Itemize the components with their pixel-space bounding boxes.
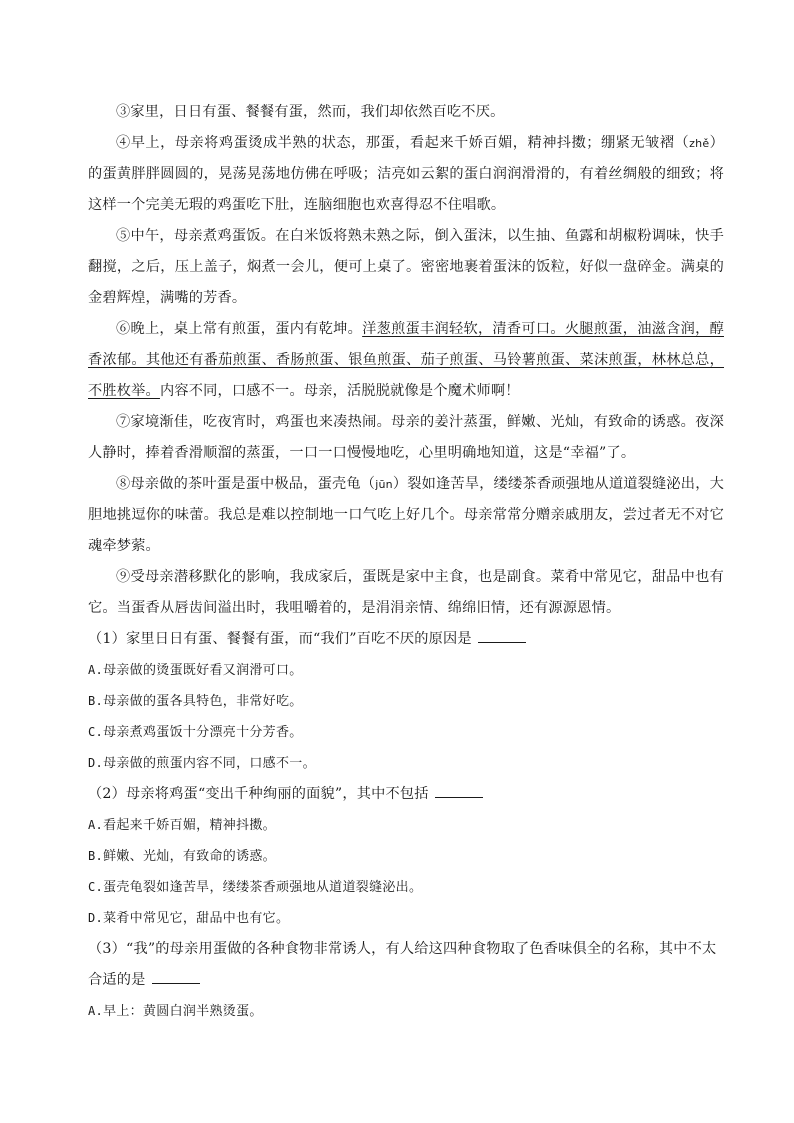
paragraph-7-text: ⑦家境渐佳，吃夜宵时，鸡蛋也来凑热闹。母亲的姜汁蒸蛋，鲜嫩、光灿，有致命的诱惑。夜深人静时，捧着香滑顺溜的蒸蛋，一口一口慢慢地吃，心里明确地知道，这是“幸福”了。	[88, 414, 724, 461]
paragraph-6	[88, 314, 724, 407]
question-1-option-a[interactable]	[88, 655, 724, 686]
paragraph-7	[88, 407, 724, 469]
option-letter: A.	[88, 818, 104, 832]
paragraph-4	[88, 128, 724, 221]
paragraph-5-text: ⑤中午，母亲煮鸡蛋饭。在白米饭将熟未熟之际，倒入蛋沫，以生抽、鱼露和胡椒粉调味，快手翻搅，之后，压上盖子，焖煮一会儿，便可上桌了。密密地裹着蛋沫的饭粒，好似一盘碎金。满桌的金碧辉煌，满嘴的芳香。	[88, 228, 724, 306]
option-text: 母亲做的煎蛋内容不同，口感不一。	[103, 756, 316, 771]
question-1-option-b[interactable]	[88, 686, 724, 717]
option-letter: A.	[88, 663, 104, 677]
option-text: 看起来千娇百媚，精神抖擞。	[103, 818, 276, 833]
question-1-text: （1）家里日日有蛋、餐餐有蛋，而“我们”百吃不厌的原因是	[88, 631, 472, 647]
question-2-text: （2）母亲将鸡蛋“变出千种绚丽的面貌”，其中不包括	[88, 786, 429, 802]
paragraph-8	[88, 469, 724, 562]
paragraph-8-text-b: ）裂如逢苦旱，缕缕茶香顽强地从道道裂缝泌出，大胆地挑逗你的味蕾。我总是难以控制地一口气吃上好几个。母亲常常分赠亲戚朋友，尝过者无不对它魂牵梦萦。	[88, 476, 724, 554]
pinyin-annotation: zhě	[689, 137, 710, 150]
option-text: 母亲煮鸡蛋饭十分漂亮十分芳香。	[103, 725, 303, 740]
answer-blank[interactable]	[478, 628, 526, 643]
answer-blank[interactable]	[435, 783, 483, 798]
option-letter: B.	[88, 694, 104, 708]
paragraph-8-text-a: ⑧母亲做的茶叶蛋是蛋中极品，蛋壳龟（	[116, 476, 376, 492]
paragraph-3	[88, 97, 724, 128]
option-letter: B.	[88, 849, 104, 863]
question-2-option-d[interactable]	[88, 903, 724, 934]
option-text: 蛋壳龟裂如逢苦旱，缕缕茶香顽强地从道道裂缝泌出。	[103, 880, 423, 895]
question-1-option-c[interactable]	[88, 717, 724, 748]
paragraph-9	[88, 562, 724, 624]
option-text: 母亲做的烫蛋既好看又润滑可口。	[103, 663, 303, 678]
question-1-stem	[88, 624, 724, 655]
question-3-text: （3）“我”的母亲用蛋做的各种食物非常诱人，有人给这四种食物取了色香味俱全的名称，其中不太合适的是	[88, 941, 717, 988]
option-letter: A.	[88, 1004, 104, 1018]
question-1-option-d[interactable]	[88, 748, 724, 779]
question-2-option-b[interactable]	[88, 841, 724, 872]
question-3-option-a[interactable]	[88, 996, 724, 1027]
question-2-option-a[interactable]	[88, 810, 724, 841]
paragraph-4-text-a: ④早上，母亲将鸡蛋烫成半熟的状态，那蛋，看起来千娇百媚，精神抖擞；绷紧无皱褶（	[116, 135, 690, 151]
option-text: 早上：黄圆白润半熟烫蛋。	[103, 1004, 263, 1019]
option-text: 菜肴中常见它，甜品中也有它。	[103, 911, 290, 926]
question-3-stem	[88, 934, 724, 996]
paragraph-3-text: ③家里，日日有蛋、餐餐有蛋，然而，我们却依然百吃不厌。	[116, 104, 505, 120]
paragraph-5	[88, 221, 724, 314]
option-letter: D.	[88, 756, 104, 770]
option-letter: C.	[88, 725, 104, 739]
paragraph-6-underlined-text: 洋葱煎蛋丰润轻软，清香可口。火腿煎蛋，油滋含润，醇香浓郁。其他还有番茄煎蛋、香肠煎蛋、银鱼煎蛋、茄子煎蛋、马铃薯煎蛋、菜沫煎蛋，林林总总，不胜枚举。	[88, 321, 724, 399]
question-2-option-c[interactable]	[88, 872, 724, 903]
option-letter: C.	[88, 880, 104, 894]
pinyin-annotation: jūn	[375, 478, 393, 491]
answer-blank[interactable]	[152, 969, 200, 984]
option-text: 母亲做的蛋各具特色，非常好吃。	[103, 694, 303, 709]
option-letter: D.	[88, 911, 104, 925]
paragraph-9-text: ⑨受母亲潜移默化的影响，我成家后，蛋既是家中主食，也是副食。菜肴中常见它，甜品中也有它。当蛋香从唇齿间溢出时，我咀嚼着的，是涓涓亲情、绵绵旧情，还有源源恩情。	[88, 569, 724, 616]
paragraph-6-text-b: 内容不同，口感不一。母亲，活脱脱就像是个魔术师啊！	[159, 383, 520, 399]
document-page	[88, 97, 724, 1027]
option-text: 鲜嫩、光灿，有致命的诱惑。	[103, 849, 276, 864]
paragraph-6-text-a: ⑥晚上，桌上常有煎蛋，蛋内有乾坤。	[116, 321, 363, 337]
question-2-stem	[88, 779, 724, 810]
paragraph-4-text-b: ）的蛋黄胖胖圆圆的，晃荡晃荡地仿佛在呼吸；洁亮如云絮的蛋白润润滑滑的，有着丝绸般的细致；将这样一个完美无瑕的鸡蛋吃下肚，连脑细胞也欢喜得忍不住唱歌。	[88, 135, 724, 213]
